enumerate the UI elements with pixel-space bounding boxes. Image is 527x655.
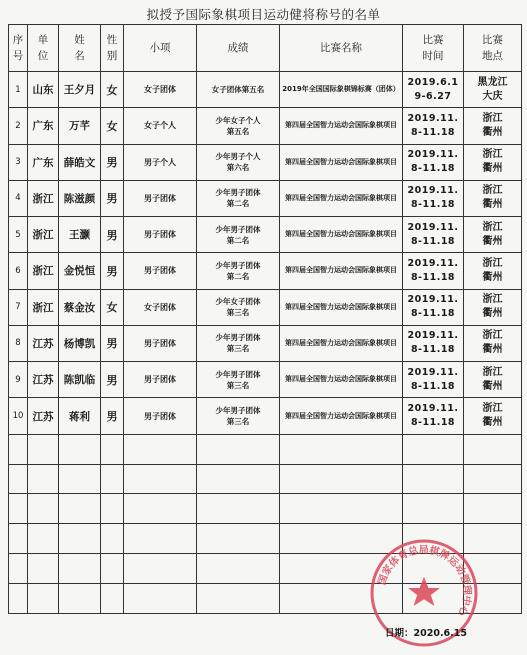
row-location: 浙江 衢州 <box>464 325 522 361</box>
row-number: 9 <box>9 362 28 398</box>
row-competition: 第四届全国智力运动会国际象棋项目 <box>280 253 403 289</box>
row-gender: 女 <box>101 289 124 325</box>
row-event: 男子团体 <box>124 180 197 216</box>
page-title: 拟授予国际象棋项目运动健将称号的名单 <box>146 7 381 22</box>
row-gender: 男 <box>101 398 124 434</box>
row-number: 8 <box>9 325 28 361</box>
empty-cell <box>28 494 59 524</box>
table-row <box>9 180 522 216</box>
row-athlete-name: 万芊 <box>59 108 101 144</box>
row-event: 男子团体 <box>124 217 197 253</box>
row-athlete-name: 陈滋颜 <box>59 180 101 216</box>
empty-cell <box>101 434 124 464</box>
row-event: 男子团体 <box>124 325 197 361</box>
header-result: 成绩 <box>197 25 280 72</box>
table-row <box>9 398 522 434</box>
row-time: 2019.11. 8-11.18 <box>403 325 464 361</box>
row-province: 广东 <box>28 108 59 144</box>
row-competition: 第四届全国智力运动会国际象棋项目 <box>280 180 403 216</box>
empty-cell <box>464 434 522 464</box>
empty-cell <box>197 583 280 613</box>
row-competition: 第四届全国智力运动会国际象棋项目 <box>280 108 403 144</box>
empty-cell <box>101 583 124 613</box>
empty-cell <box>197 524 280 554</box>
header-gender: 性 别 <box>101 25 124 72</box>
row-gender: 男 <box>101 362 124 398</box>
row-athlete-name: 陈凯临 <box>59 362 101 398</box>
row-event: 女子个人 <box>124 108 197 144</box>
row-province: 山东 <box>28 72 59 108</box>
row-competition: 第四届全国智力运动会国际象棋项目 <box>280 325 403 361</box>
row-time: 2019.11. 8-11.18 <box>403 108 464 144</box>
row-gender: 男 <box>101 180 124 216</box>
row-number: 6 <box>9 253 28 289</box>
row-athlete-name: 薛皓文 <box>59 144 101 180</box>
empty-cell <box>464 464 522 494</box>
row-result: 少年男子团体 第三名 <box>197 325 280 361</box>
row-time: 2019.11. 8-11.18 <box>403 362 464 398</box>
row-athlete-name: 王夕月 <box>59 72 101 108</box>
row-province: 浙江 <box>28 289 59 325</box>
row-location: 浙江 衢州 <box>464 289 522 325</box>
row-location: 浙江 衢州 <box>464 217 522 253</box>
row-province: 江苏 <box>28 398 59 434</box>
empty-cell <box>59 494 101 524</box>
row-province: 江苏 <box>28 362 59 398</box>
svg-text:国家体育总局棋牌运动管理中心: 国家体育总局棋牌运动管理中心 <box>376 544 473 618</box>
empty-cell <box>9 434 28 464</box>
row-gender: 男 <box>101 325 124 361</box>
empty-cell <box>101 524 124 554</box>
row-event: 女子团体 <box>124 289 197 325</box>
empty-cell <box>197 464 280 494</box>
row-number: 2 <box>9 108 28 144</box>
empty-cell <box>280 434 403 464</box>
table-row <box>9 144 522 180</box>
row-gender: 男 <box>101 253 124 289</box>
empty-cell <box>197 494 280 524</box>
row-event: 男子团体 <box>124 253 197 289</box>
empty-cell <box>59 583 101 613</box>
empty-cell <box>124 494 197 524</box>
header-province: 单 位 <box>28 25 59 72</box>
empty-cell <box>59 464 101 494</box>
row-location: 黑龙江 大庆 <box>464 72 522 108</box>
header-event: 小项 <box>124 25 197 72</box>
row-number: 10 <box>9 398 28 434</box>
row-event: 男子团体 <box>124 398 197 434</box>
empty-cell <box>101 464 124 494</box>
header-no: 序 号 <box>9 25 28 72</box>
empty-cell <box>124 583 197 613</box>
row-result: 女子团体第五名 <box>197 72 280 108</box>
row-location: 浙江 衢州 <box>464 180 522 216</box>
empty-cell <box>9 524 28 554</box>
table-row <box>9 108 522 144</box>
row-number: 7 <box>9 289 28 325</box>
empty-cell <box>59 524 101 554</box>
seal-star-icon <box>408 577 440 606</box>
row-athlete-name: 杨博凯 <box>59 325 101 361</box>
header-time: 比赛 时间 <box>403 25 464 72</box>
empty-cell <box>28 554 59 584</box>
row-time: 2019.11. 8-11.18 <box>403 180 464 216</box>
header-competition: 比赛名称 <box>280 25 403 72</box>
row-number: 1 <box>9 72 28 108</box>
row-time: 2019.6.1 9-6.27 <box>403 72 464 108</box>
empty-cell <box>280 464 403 494</box>
empty-table-row <box>9 494 522 524</box>
row-number: 4 <box>9 180 28 216</box>
empty-cell <box>9 554 28 584</box>
row-number: 3 <box>9 144 28 180</box>
empty-cell <box>403 434 464 464</box>
row-time: 2019.11. 8-11.18 <box>403 398 464 434</box>
row-event: 男子团体 <box>124 362 197 398</box>
empty-cell <box>9 494 28 524</box>
row-gender: 女 <box>101 72 124 108</box>
table-row <box>9 217 522 253</box>
row-location: 浙江 衢州 <box>464 108 522 144</box>
row-athlete-name: 蒋利 <box>59 398 101 434</box>
row-competition: 第四届全国智力运动会国际象棋项目 <box>280 398 403 434</box>
empty-cell <box>28 583 59 613</box>
row-time: 2019.11. 8-11.18 <box>403 289 464 325</box>
table-row <box>9 253 522 289</box>
empty-cell <box>403 494 464 524</box>
empty-cell <box>280 494 403 524</box>
row-event: 女子团体 <box>124 72 197 108</box>
row-gender: 女 <box>101 108 124 144</box>
row-result: 少年男子团体 第二名 <box>197 217 280 253</box>
empty-cell <box>101 494 124 524</box>
table-row <box>9 289 522 325</box>
row-competition: 第四届全国智力运动会国际象棋项目 <box>280 289 403 325</box>
row-result: 少年女子团体 第三名 <box>197 289 280 325</box>
header-row <box>9 25 522 72</box>
empty-cell <box>59 554 101 584</box>
row-competition: 第四届全国智力运动会国际象棋项目 <box>280 217 403 253</box>
row-time: 2019.11. 8-11.18 <box>403 144 464 180</box>
row-location: 浙江 衢州 <box>464 398 522 434</box>
date-line: 日期：2020.6.15 <box>385 628 467 639</box>
row-location: 浙江 衢州 <box>464 144 522 180</box>
roster-table <box>8 24 522 614</box>
row-province: 浙江 <box>28 180 59 216</box>
empty-cell <box>9 583 28 613</box>
empty-cell <box>124 464 197 494</box>
row-time: 2019.11. 8-11.18 <box>403 253 464 289</box>
table-row <box>9 362 522 398</box>
row-competition: 第四届全国智力运动会国际象棋项目 <box>280 362 403 398</box>
row-event: 男子个人 <box>124 144 197 180</box>
row-result: 少年男子团体 第三名 <box>197 362 280 398</box>
row-result: 少年男子个人 第六名 <box>197 144 280 180</box>
row-athlete-name: 蔡金汝 <box>59 289 101 325</box>
empty-cell <box>197 434 280 464</box>
empty-cell <box>124 524 197 554</box>
empty-cell <box>28 464 59 494</box>
empty-cell <box>124 434 197 464</box>
row-province: 广东 <box>28 144 59 180</box>
row-athlete-name: 王灏 <box>59 217 101 253</box>
row-province: 浙江 <box>28 217 59 253</box>
empty-cell <box>101 554 124 584</box>
row-result: 少年男子团体 第三名 <box>197 398 280 434</box>
empty-cell <box>28 524 59 554</box>
table-row <box>9 72 522 108</box>
row-athlete-name: 金悦恒 <box>59 253 101 289</box>
row-location: 浙江 衢州 <box>464 253 522 289</box>
row-gender: 男 <box>101 217 124 253</box>
row-result: 少年男子团体 第二名 <box>197 253 280 289</box>
empty-cell <box>9 464 28 494</box>
row-time: 2019.11. 8-11.18 <box>403 217 464 253</box>
header-location: 比赛 地点 <box>464 25 522 72</box>
row-result: 少年男子团体 第二名 <box>197 180 280 216</box>
row-province: 江苏 <box>28 325 59 361</box>
empty-table-row <box>9 434 522 464</box>
empty-cell <box>59 434 101 464</box>
header-name: 姓 名 <box>59 25 101 72</box>
row-competition: 第四届全国智力运动会国际象棋项目 <box>280 144 403 180</box>
empty-cell <box>464 494 522 524</box>
row-result: 少年女子个人 第五名 <box>197 108 280 144</box>
row-province: 浙江 <box>28 253 59 289</box>
empty-cell <box>197 554 280 584</box>
roster-body <box>9 72 522 614</box>
table-row <box>9 325 522 361</box>
row-gender: 男 <box>101 144 124 180</box>
empty-cell <box>124 554 197 584</box>
row-number: 5 <box>9 217 28 253</box>
empty-cell <box>403 464 464 494</box>
row-competition: 2019年全国国际象棋锦标赛（团体） <box>280 72 403 108</box>
empty-table-row <box>9 464 522 494</box>
row-location: 浙江 衢州 <box>464 362 522 398</box>
empty-cell <box>28 434 59 464</box>
